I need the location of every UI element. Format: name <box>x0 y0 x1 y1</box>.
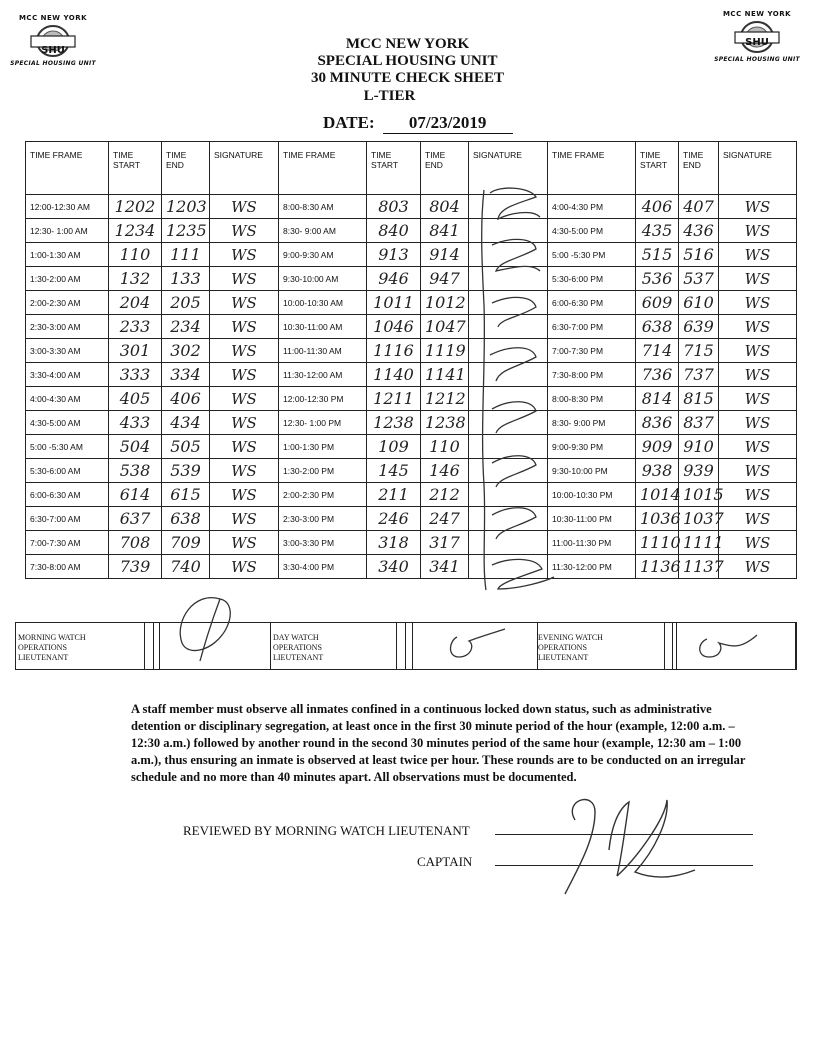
signature-cell[interactable]: WS <box>719 315 797 339</box>
time-start-cell[interactable]: 435 <box>636 219 679 243</box>
time-start-cell[interactable]: 246 <box>367 507 421 531</box>
signature-cell[interactable]: WS <box>210 531 279 555</box>
time-frame-cell: 1:00-1:30 PM <box>279 435 367 459</box>
time-end-cell[interactable]: 407 <box>679 195 719 219</box>
time-start-cell[interactable]: 836 <box>636 411 679 435</box>
time-end-cell[interactable]: 615 <box>162 483 210 507</box>
time-end-cell[interactable]: 133 <box>162 267 210 291</box>
time-frame-cell: 8:00-8:30 AM <box>279 195 367 219</box>
day-watch-signature-box[interactable] <box>412 623 538 669</box>
time-frame-cell: 1:00-1:30 AM <box>26 243 109 267</box>
reviewed-by-label: REVIEWED BY MORNING WATCH LIEUTENANT <box>183 823 470 838</box>
badge-text: SHU <box>41 45 65 56</box>
time-start-cell[interactable]: 1202 <box>109 195 162 219</box>
time-frame-cell: 2:30-3:00 AM <box>26 315 109 339</box>
time-start-cell[interactable]: 1211 <box>367 387 421 411</box>
col-header: SIGNATURE <box>210 142 279 195</box>
time-start-cell[interactable]: 406 <box>636 195 679 219</box>
morning-signature-scribble <box>160 591 270 661</box>
table-row <box>26 483 797 507</box>
time-frame-cell: 7:00-7:30 AM <box>26 531 109 555</box>
time-end-cell[interactable]: 234 <box>162 315 210 339</box>
time-end-cell[interactable]: 1015 <box>679 483 719 507</box>
watch-signature-row <box>15 622 797 670</box>
time-frame-cell: 6:00-6:30 AM <box>26 483 109 507</box>
time-end-cell[interactable]: 1037 <box>679 507 719 531</box>
time-frame-cell: 1:30-2:00 AM <box>26 267 109 291</box>
time-end-cell[interactable]: 1012 <box>421 291 469 315</box>
time-end-cell[interactable]: 341 <box>421 555 469 579</box>
day-signature-scribble <box>470 185 560 605</box>
time-start-cell[interactable]: 233 <box>109 315 162 339</box>
date-label: DATE: <box>323 113 375 132</box>
time-start-cell[interactable]: 714 <box>636 339 679 363</box>
day-watch-label: DAY WATCH OPERATIONS LIEUTENANT <box>273 633 324 662</box>
time-end-cell[interactable]: 1212 <box>421 387 469 411</box>
time-end-cell[interactable]: 247 <box>421 507 469 531</box>
time-start-cell[interactable]: 504 <box>109 435 162 459</box>
time-frame-cell: 6:00-6:30 PM <box>548 291 636 315</box>
col-header: TIME START <box>367 142 421 195</box>
signature-cell[interactable]: WS <box>719 507 797 531</box>
time-frame-cell: 9:30-10:00 PM <box>548 459 636 483</box>
captain-label: CAPTAIN <box>417 854 473 869</box>
time-frame-cell: 8:30- 9:00 PM <box>548 411 636 435</box>
header-sheet-title: 30 MINUTE CHECK SHEET <box>311 70 504 86</box>
signature-cell[interactable]: WS <box>719 459 797 483</box>
signature-cell[interactable]: WS <box>719 435 797 459</box>
signature-cell[interactable]: WS <box>719 363 797 387</box>
time-start-cell[interactable]: 538 <box>109 459 162 483</box>
time-start-cell[interactable]: 318 <box>367 531 421 555</box>
time-start-cell[interactable]: 938 <box>636 459 679 483</box>
col-header: TIME START <box>636 142 679 195</box>
time-frame-cell: 10:00-10:30 PM <box>548 483 636 507</box>
time-end-cell[interactable]: 1111 <box>679 531 719 555</box>
time-end-cell[interactable]: 610 <box>679 291 719 315</box>
time-frame-cell: 5:30-6:00 AM <box>26 459 109 483</box>
table-row <box>26 363 797 387</box>
time-start-cell[interactable]: 433 <box>109 411 162 435</box>
time-end-cell[interactable]: 205 <box>162 291 210 315</box>
time-frame-cell: 6:30-7:00 PM <box>548 315 636 339</box>
time-frame-cell: 1:30-2:00 PM <box>279 459 367 483</box>
time-frame-cell: 3:30-4:00 AM <box>26 363 109 387</box>
time-end-cell[interactable]: 639 <box>679 315 719 339</box>
signature-cell[interactable]: WS <box>210 267 279 291</box>
time-frame-cell: 7:00-7:30 PM <box>548 339 636 363</box>
time-start-cell[interactable]: 913 <box>367 243 421 267</box>
table-row <box>26 507 797 531</box>
time-frame-cell: 5:30-6:00 PM <box>548 267 636 291</box>
time-frame-cell: 5:00 -5:30 AM <box>26 435 109 459</box>
table-row <box>26 219 797 243</box>
time-start-cell[interactable]: 1238 <box>367 411 421 435</box>
evening-signature-scribble <box>677 623 795 669</box>
time-frame-cell: 11:30-12:00 AM <box>279 363 367 387</box>
time-start-cell[interactable]: 1036 <box>636 507 679 531</box>
time-start-cell[interactable]: 132 <box>109 267 162 291</box>
table-row <box>26 555 797 579</box>
date-line <box>323 113 513 134</box>
col-header: TIME END <box>421 142 469 195</box>
reviewer-signature-scribble <box>555 790 705 900</box>
time-start-cell[interactable]: 803 <box>367 195 421 219</box>
time-frame-cell: 11:00-11:30 PM <box>548 531 636 555</box>
time-start-cell[interactable]: 736 <box>636 363 679 387</box>
col-header: TIME START <box>109 142 162 195</box>
time-frame-cell: 7:30-8:00 PM <box>548 363 636 387</box>
time-start-cell[interactable]: 145 <box>367 459 421 483</box>
time-frame-cell: 3:00-3:30 AM <box>26 339 109 363</box>
col-header: SIGNATURE <box>719 142 797 195</box>
col-header: SIGNATURE <box>469 142 548 195</box>
signature-cell[interactable]: WS <box>719 195 797 219</box>
table-row <box>26 291 797 315</box>
time-end-cell[interactable]: 1235 <box>162 219 210 243</box>
time-end-cell[interactable]: 334 <box>162 363 210 387</box>
time-end-cell[interactable]: 914 <box>421 243 469 267</box>
time-frame-cell: 12:30- 1:00 AM <box>26 219 109 243</box>
table-row <box>26 411 797 435</box>
time-end-cell[interactable]: 737 <box>679 363 719 387</box>
morning-watch-signature-box[interactable] <box>159 623 271 669</box>
time-end-cell[interactable]: 837 <box>679 411 719 435</box>
time-frame-cell: 10:30-11:00 AM <box>279 315 367 339</box>
time-frame-cell: 11:00-11:30 AM <box>279 339 367 363</box>
header-tier: L-TIER <box>363 88 416 104</box>
time-end-cell[interactable]: 815 <box>679 387 719 411</box>
signature-cell[interactable]: WS <box>210 219 279 243</box>
signature-cell[interactable]: WS <box>719 555 797 579</box>
time-frame-cell: 3:30-4:00 PM <box>279 555 367 579</box>
time-end-cell[interactable]: 1238 <box>421 411 469 435</box>
time-end-cell[interactable]: 146 <box>421 459 469 483</box>
time-end-cell[interactable]: 406 <box>162 387 210 411</box>
day-signature-scribble-small <box>413 623 537 669</box>
time-frame-cell: 2:00-2:30 AM <box>26 291 109 315</box>
time-end-cell[interactable]: 110 <box>421 435 469 459</box>
time-frame-cell: 10:00-10:30 AM <box>279 291 367 315</box>
col-header: TIME FRAME <box>26 142 109 195</box>
signature-cell[interactable]: WS <box>210 243 279 267</box>
time-start-cell[interactable]: 1110 <box>636 531 679 555</box>
time-start-cell[interactable]: 301 <box>109 339 162 363</box>
signature-cell[interactable]: WS <box>719 411 797 435</box>
signature-cell[interactable]: WS <box>719 243 797 267</box>
header-unit: SPECIAL HOUSING UNIT <box>317 53 498 69</box>
header-facility: MCC NEW YORK <box>345 36 470 52</box>
signature-cell[interactable]: WS <box>210 555 279 579</box>
time-start-cell[interactable]: 814 <box>636 387 679 411</box>
time-frame-cell: 4:00-4:30 PM <box>548 195 636 219</box>
table-row <box>26 315 797 339</box>
time-start-cell[interactable]: 1140 <box>367 363 421 387</box>
table-row <box>26 195 797 219</box>
signature-cell[interactable]: WS <box>210 483 279 507</box>
date-value: 07/23/2019 <box>383 113 513 134</box>
time-end-cell[interactable]: 317 <box>421 531 469 555</box>
time-start-cell[interactable]: 638 <box>636 315 679 339</box>
table-header-row <box>26 142 797 195</box>
time-frame-cell: 3:00-3:30 PM <box>279 531 367 555</box>
time-frame-cell: 4:30-5:00 AM <box>26 411 109 435</box>
morning-watch-label: MORNING WATCH OPERATIONS LIEUTENANT <box>18 633 86 662</box>
logo-top-text: MCC NEW YORK <box>722 10 792 18</box>
table-row <box>26 339 797 363</box>
time-start-cell[interactable]: 739 <box>109 555 162 579</box>
signature-cell[interactable]: WS <box>210 507 279 531</box>
signature-cell[interactable]: WS <box>719 219 797 243</box>
time-frame-cell: 4:00-4:30 AM <box>26 387 109 411</box>
evening-watch-label: EVENING WATCH OPERATIONS LIEUTENANT <box>538 633 603 662</box>
time-end-cell[interactable]: 1141 <box>421 363 469 387</box>
table-row <box>26 531 797 555</box>
check-sheet-table <box>25 141 797 579</box>
signature-cell[interactable]: WS <box>719 483 797 507</box>
signature-cell[interactable]: WS <box>210 339 279 363</box>
signature-cell[interactable]: WS <box>210 315 279 339</box>
time-frame-cell: 8:00-8:30 PM <box>548 387 636 411</box>
time-end-cell[interactable]: 638 <box>162 507 210 531</box>
time-frame-cell: 4:30-5:00 PM <box>548 219 636 243</box>
time-frame-cell: 12:00-12:30 PM <box>279 387 367 411</box>
col-header: TIME FRAME <box>548 142 636 195</box>
time-end-cell[interactable]: 1119 <box>421 339 469 363</box>
time-end-cell[interactable]: 436 <box>679 219 719 243</box>
time-frame-cell: 2:00-2:30 PM <box>279 483 367 507</box>
col-header: TIME FRAME <box>279 142 367 195</box>
signature-cell[interactable]: WS <box>210 291 279 315</box>
signature-cell[interactable]: WS <box>719 339 797 363</box>
time-end-cell[interactable]: 539 <box>162 459 210 483</box>
time-end-cell[interactable]: 111 <box>162 243 210 267</box>
time-end-cell[interactable]: 1203 <box>162 195 210 219</box>
badge-text: SHU <box>745 37 769 48</box>
time-start-cell[interactable]: 333 <box>109 363 162 387</box>
time-start-cell[interactable]: 909 <box>636 435 679 459</box>
time-start-cell[interactable]: 609 <box>636 291 679 315</box>
signature-cell[interactable]: WS <box>719 267 797 291</box>
time-frame-cell: 9:00-9:30 PM <box>548 435 636 459</box>
time-start-cell[interactable]: 637 <box>109 507 162 531</box>
time-start-cell[interactable]: 1046 <box>367 315 421 339</box>
signature-cell[interactable]: WS <box>210 387 279 411</box>
time-start-cell[interactable]: 211 <box>367 483 421 507</box>
time-end-cell[interactable]: 302 <box>162 339 210 363</box>
signature-cell[interactable]: WS <box>719 387 797 411</box>
table-row <box>26 267 797 291</box>
time-frame-cell: 7:30-8:00 AM <box>26 555 109 579</box>
signature-cell[interactable]: WS <box>210 411 279 435</box>
time-end-cell[interactable]: 505 <box>162 435 210 459</box>
time-start-cell[interactable]: 1136 <box>636 555 679 579</box>
signature-cell[interactable]: WS <box>719 291 797 315</box>
col-header: TIME END <box>679 142 719 195</box>
time-frame-cell: 2:30-3:00 PM <box>279 507 367 531</box>
time-end-cell[interactable]: 939 <box>679 459 719 483</box>
time-start-cell[interactable]: 1234 <box>109 219 162 243</box>
time-end-cell[interactable]: 709 <box>162 531 210 555</box>
time-start-cell[interactable]: 1014 <box>636 483 679 507</box>
time-end-cell[interactable]: 841 <box>421 219 469 243</box>
time-end-cell[interactable]: 910 <box>679 435 719 459</box>
time-frame-cell: 9:30-10:00 AM <box>279 267 367 291</box>
time-start-cell[interactable]: 708 <box>109 531 162 555</box>
evening-watch-signature-box[interactable] <box>676 623 796 669</box>
time-frame-cell: 9:00-9:30 AM <box>279 243 367 267</box>
time-frame-cell: 5:00 -5:30 PM <box>548 243 636 267</box>
time-start-cell[interactable]: 614 <box>109 483 162 507</box>
time-start-cell[interactable]: 110 <box>109 243 162 267</box>
time-start-cell[interactable]: 1116 <box>367 339 421 363</box>
time-frame-cell: 10:30-11:00 PM <box>548 507 636 531</box>
time-frame-cell: 11:30-12:00 PM <box>548 555 636 579</box>
time-end-cell[interactable]: 804 <box>421 195 469 219</box>
signature-cell[interactable]: WS <box>719 531 797 555</box>
time-start-cell[interactable]: 204 <box>109 291 162 315</box>
signature-cell[interactable]: WS <box>210 195 279 219</box>
table-row <box>26 459 797 483</box>
time-frame-cell: 6:30-7:00 AM <box>26 507 109 531</box>
table-row <box>26 387 797 411</box>
table-row <box>26 243 797 267</box>
time-end-cell[interactable]: 947 <box>421 267 469 291</box>
time-end-cell[interactable]: 212 <box>421 483 469 507</box>
time-start-cell[interactable]: 340 <box>367 555 421 579</box>
time-frame-cell: 8:30- 9:00 AM <box>279 219 367 243</box>
logo-bottom-text: SPECIAL HOUSING UNIT <box>714 56 800 63</box>
table-row <box>26 435 797 459</box>
time-start-cell[interactable]: 1011 <box>367 291 421 315</box>
time-end-cell[interactable]: 740 <box>162 555 210 579</box>
col-header: TIME END <box>162 142 210 195</box>
time-start-cell[interactable]: 405 <box>109 387 162 411</box>
logo-top-text: MCC NEW YORK <box>18 14 88 22</box>
signature-cell[interactable]: WS <box>210 459 279 483</box>
time-start-cell[interactable]: 946 <box>367 267 421 291</box>
time-end-cell[interactable]: 1137 <box>679 555 719 579</box>
time-end-cell[interactable]: 715 <box>679 339 719 363</box>
time-end-cell[interactable]: 434 <box>162 411 210 435</box>
time-start-cell[interactable]: 109 <box>367 435 421 459</box>
time-start-cell[interactable]: 536 <box>636 267 679 291</box>
time-end-cell[interactable]: 516 <box>679 243 719 267</box>
time-start-cell[interactable]: 515 <box>636 243 679 267</box>
signature-cell[interactable]: WS <box>210 363 279 387</box>
logo-bottom-text: SPECIAL HOUSING UNIT <box>10 60 96 67</box>
time-end-cell[interactable]: 1047 <box>421 315 469 339</box>
time-frame-cell: 12:30- 1:00 PM <box>279 411 367 435</box>
time-end-cell[interactable]: 537 <box>679 267 719 291</box>
time-frame-cell: 12:00-12:30 AM <box>26 195 109 219</box>
policy-notice: A staff member must observe all inmates confined in a continuous locked down status, such as administrative detention or disciplinary segregation, at least once in the first 30 minute period of the hour (example, 12:00 a.m. – 12:30 a.m.) followed by another round in the second 30 minutes period of the same hour (example, 12:30 am – 1:00 a.m.), thus ensuring an inmate is observed at least twice per hour. These rounds are to be conducted on an irregular schedule and no more than 40 minutes apart. All observations must be documented. <box>131 702 746 784</box>
time-start-cell[interactable]: 840 <box>367 219 421 243</box>
signature-cell[interactable]: WS <box>210 435 279 459</box>
